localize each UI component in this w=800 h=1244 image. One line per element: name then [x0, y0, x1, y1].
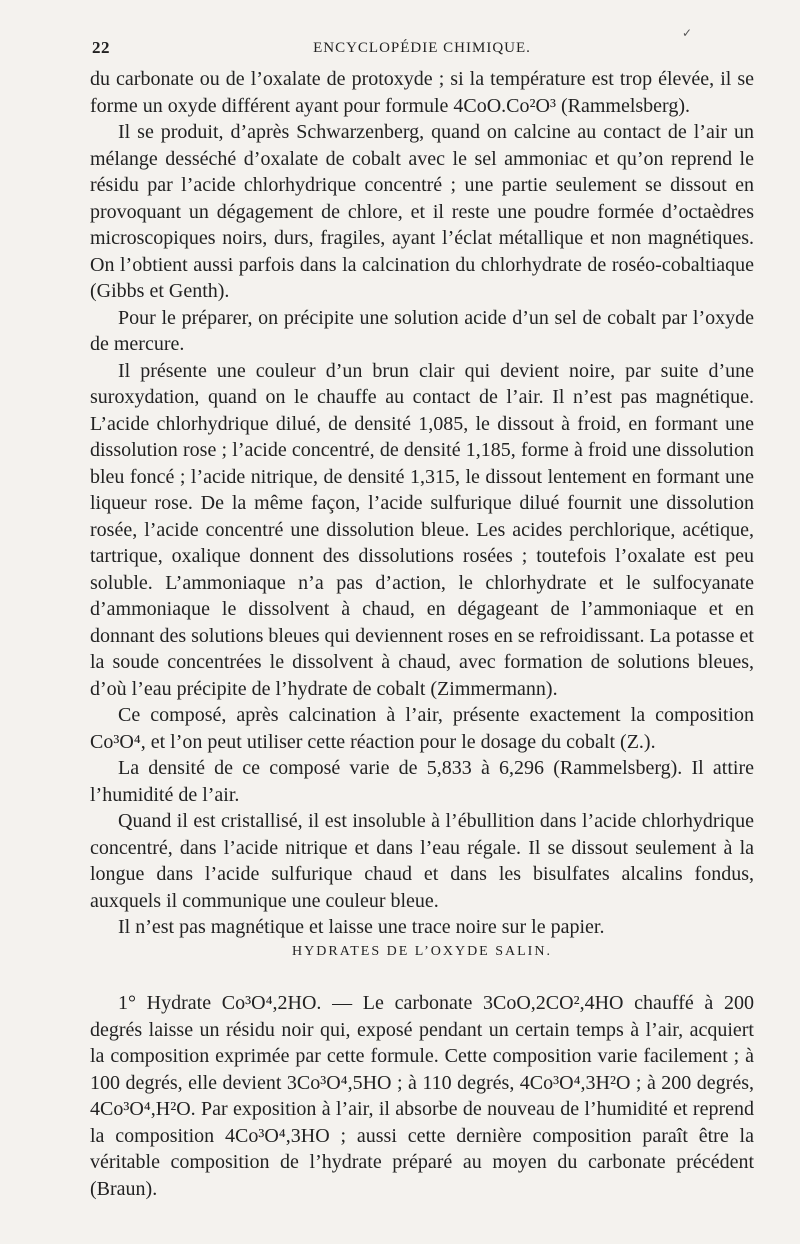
section-text	[90, 990, 754, 1202]
paragraph: Quand il est cristallisé, il est insoluble à l’ébullition dans l’acide chlorhydrique concentré, dans l’acide nitrique et dans l’eau régale. Il se dissout seulement à la longue dans l’acide sulfurique chaud et dans les bisulfates alcalins fondus, auxquels il communique une couleur bleue.	[90, 810, 754, 912]
paragraph: Il se produit, d’après Schwarzenberg, quand on calcine au contact de l’air un mélange desséché d’oxalate de cobalt avec le sel ammoniac et qu’on reprend le résidu par l’acide chlorhydrique concentré ; une partie seulement se dissout en provoquant un dégagement de chlore, et il reste une poudre formée d’octaèdres microscopiques noirs, durs, fragiles, ayant l’éclat métallique et non magnétiques. On l’obtient aussi parfois dans la calcination du chlorhydrate de roséo-cobaltiaque (Gibbs et Genth).	[90, 121, 754, 302]
paragraph: du carbonate ou de l’oxalate de protoxyde ; si la température est trop élevée, il se forme un oxyde différent ayant pour formule 4CoO.Co²O³ (Rammelsberg).	[90, 68, 754, 117]
page-header	[92, 38, 752, 62]
corner-mark: ✓	[682, 26, 693, 40]
paragraph: La densité de ce composé varie de 5,833 à 6,296 (Rammelsberg). Il attire l’humidité de l’air.	[90, 757, 754, 806]
section-heading: HYDRATES DE L’OXYDE SALIN.	[292, 944, 552, 959]
paragraph: Il présente une couleur d’un brun clair qui devient noire, par suite d’une suroxydation, quand on le chauffe au contact de l’air. Il n’est pas magnétique. L’acide chlorhydrique dilué, de densité 1,085, le dissout à froid, en formant une dissolution rose ; l’acide concentré, de densité 1,185, forme à froid une dissolution bleu foncé ; l’acide nitrique, de densité 1,315, le dissout lentement en formant une liqueur rose. De la même façon, l’acide sulfurique dilué fournit une dissolution rosée, l’acide concentré une dissolution bleue. Les acides perchlorique, acétique, tartrique, oxalique donnent des dissolutions rosées ; toutefois l’oxalate est peu soluble. L’ammoniaque n’a pas d’action, le chlorhydrate et le sulfocyanate d’ammoniaque le dissolvent à chaud, en dégageant de l’ammoniaque et en donnant des solutions bleues qui deviennent roses en se refroidissant. La potasse et la soude concentrées le dissolvent à chaud, avec formation de solutions bleues, d’où l’eau précipite de l’hydrate de cobalt (Zimmermann).	[90, 359, 754, 700]
paragraph: Pour le préparer, on précipite une solution acide d’un sel de cobalt par l’oxyde de mercure.	[90, 306, 754, 355]
section-paragraph: 1° Hydrate Co³O⁴,2HO. — Le carbonate 3CoO,2CO²,4HO chauffé à 200 degrés laisse un résidu noir qui, exposé pendant un certain temps à l’air, acquiert la composition exprimée par cette formule. Cette composition varie facilement ; à 100 degrés, elle devient 3Co³O⁴,5HO ; à 110 degrés, 4Co³O⁴,3H²O ; à 200 degrés, 4Co³O⁴,H²O. Par exposition à l’air, il absorbe de nouveau de l’humidité et reprend la composition 4Co³O⁴,3HO ; aussi cette dernière composition paraît être la véritable composition de l’hydrate préparé au moyen du carbonate précédent (Braun).	[90, 992, 754, 1200]
paragraph: Ce composé, après calcination à l’air, présente exactement la composition Co³O⁴, et l’on peut utiliser cette réaction pour le dosage du cobalt (Z.).	[90, 704, 754, 753]
running-title: ENCYCLOPÉDIE CHIMIQUE.	[313, 40, 531, 56]
page-number: 22	[92, 38, 110, 57]
paragraph: Il n’est pas magnétique et laisse une trace noire sur le papier.	[118, 916, 605, 938]
main-text	[90, 66, 754, 941]
